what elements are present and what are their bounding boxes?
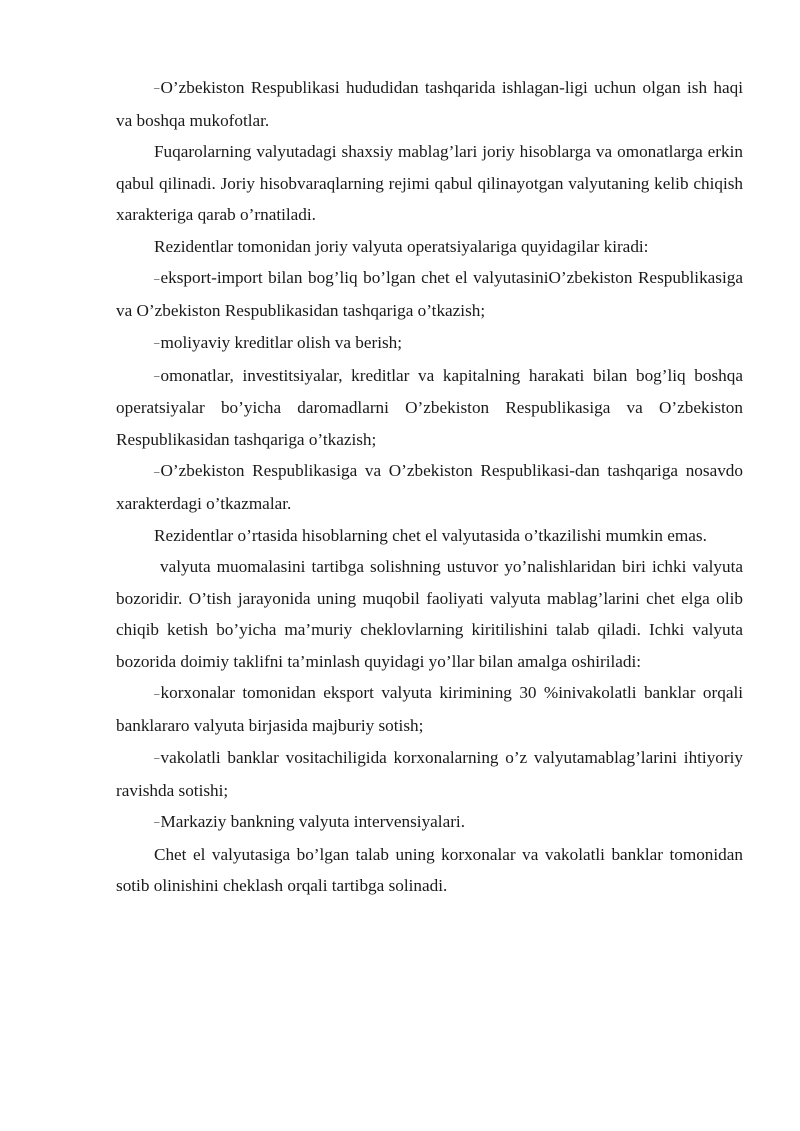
list-dash: – bbox=[154, 369, 160, 382]
paragraph-text: moliyaviy kreditlar olish va berish; bbox=[160, 332, 403, 352]
list-item-non-trade-transfers bbox=[116, 455, 743, 519]
list-item-central-bank-interventions bbox=[116, 806, 743, 839]
paragraph-text: eksport-import bilan bog’liq bo’lgan chet el valyutasiniO’zbekiston Respublikasiga va O’zbekiston Respublikasidan tashqariga o’tkazish; bbox=[116, 268, 743, 321]
list-item-export-import-transfers bbox=[116, 262, 743, 326]
list-item-financial-credits bbox=[116, 327, 743, 360]
paragraph-foreign-earnings bbox=[116, 72, 743, 136]
paragraph-text: Fuqarolarning valyutadagi shaxsiy mablag’lari joriy hisoblarga va omonatlarga erkin qabul qilinadi. Joriy hisobvaraqlarning rejimi qabul qilinayotgan valyutaning kelib chiqish xarakteriga qarab o’rnatiladi. bbox=[116, 142, 743, 225]
list-dash: – bbox=[154, 752, 160, 765]
paragraph-domestic-currency-market bbox=[116, 551, 743, 677]
paragraph-text: O’zbekiston Respublikasi hududidan tashqarida ishlagan-ligi uchun olgan ish haqi va boshqa mukofotlar. bbox=[116, 78, 743, 130]
list-item-voluntary-sale bbox=[116, 742, 743, 806]
list-dash: – bbox=[154, 337, 160, 350]
list-item-income-transfers bbox=[116, 360, 743, 456]
list-dash: – bbox=[154, 82, 160, 95]
paragraph-text: vakolatli banklar vositachiligida korxonalarning o’z valyutamablag’larini ihtiyoriy ravishda sotishi; bbox=[116, 747, 743, 800]
paragraph-resident-restriction bbox=[116, 520, 743, 552]
list-item-mandatory-sale bbox=[116, 677, 743, 741]
paragraph-personal-currency-funds bbox=[116, 136, 743, 231]
paragraph-demand-regulation bbox=[116, 839, 743, 902]
paragraph-text: Rezidentlar o’rtasida hisoblarning chet el valyutasida o’tkazilishi mumkin emas. bbox=[154, 525, 707, 545]
list-dash: – bbox=[154, 816, 160, 829]
list-dash: – bbox=[154, 272, 160, 285]
paragraph-text: O’zbekiston Respublikasiga va O’zbekiston Respublikasi-dan tashqariga nosavdo xarakterdagi o’tkazmalar. bbox=[116, 461, 743, 514]
paragraph-text: valyuta muomalasini tartibga solishning ustuvor yo’nalishlaridan biri ichki valyuta bozoridir. O’tish jarayonida uning muqobil faoliyati valyuta mablag’larini chet elga olib chiqib ketish bo’yicha ma’muriy cheklovlarning kiritilishini talab qiladi. Ichki valyuta bozorida doimiy taklifni ta’minlash quyidagi yo’llar bilan amalga oshiriladi: bbox=[116, 557, 743, 671]
paragraph-current-operations-intro bbox=[116, 231, 743, 263]
paragraph-text: Markaziy bankning valyuta intervensiyalari. bbox=[160, 812, 465, 832]
list-dash: – bbox=[154, 465, 160, 478]
paragraph-text: korxonalar tomonidan eksport valyuta kirimining 30 %inivakolatli banklar orqali banklararo valyuta birjasida majburiy sotish; bbox=[116, 683, 743, 736]
list-dash: – bbox=[154, 687, 160, 700]
document-page bbox=[116, 72, 743, 902]
paragraph-text: omonatlar, investitsiyalar, kreditlar va kapitalning harakati bilan bog’liq boshqa operatsiyalar bo’yicha daromadlarni O’zbekiston Respublikasiga va O’zbekiston Respublikasidan tashqariga o’tkazish; bbox=[116, 365, 743, 449]
paragraph-text: Rezidentlar tomonidan joriy valyuta operatsiyalariga quyidagilar kiradi: bbox=[154, 236, 649, 256]
paragraph-text: Chet el valyutasiga bo’lgan talab uning korxonalar va vakolatli banklar tomonidan sotib olinishini cheklash orqali tartibga solinadi. bbox=[116, 844, 743, 896]
